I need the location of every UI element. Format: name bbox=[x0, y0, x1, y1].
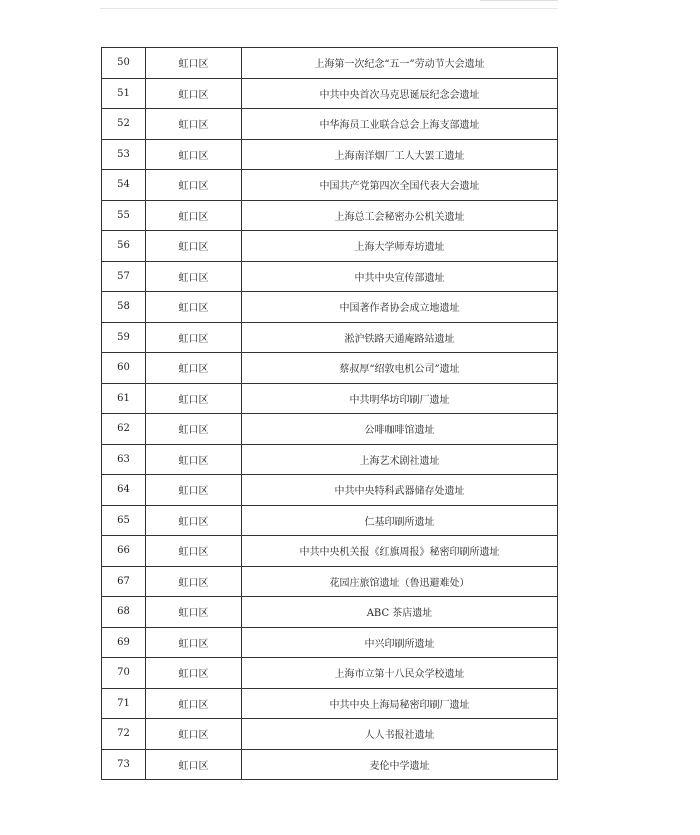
row-site-name: 人人书报社遗址 bbox=[242, 719, 558, 750]
table-row bbox=[102, 688, 558, 719]
row-site-name: 中兴印刷所遗址 bbox=[242, 627, 558, 658]
row-site-name: 蔡叔厚“绍敦电机公司”遗址 bbox=[242, 353, 558, 384]
row-site-name: 中华海员工业联合总会上海支部遗址 bbox=[242, 109, 558, 140]
table-row bbox=[102, 322, 558, 353]
row-district: 虹口区 bbox=[146, 536, 242, 567]
row-district: 虹口区 bbox=[146, 505, 242, 536]
table-row bbox=[102, 719, 558, 750]
row-site-name: 上海南洋烟厂工人大罢工遗址 bbox=[242, 139, 558, 170]
row-number: 64 bbox=[102, 475, 146, 506]
row-district: 虹口区 bbox=[146, 353, 242, 384]
row-site-name: 上海总工会秘密办公机关遗址 bbox=[242, 200, 558, 231]
row-site-name: 中共中央首次马克思诞辰纪念会遗址 bbox=[242, 78, 558, 109]
row-district: 虹口区 bbox=[146, 566, 242, 597]
table-row bbox=[102, 48, 558, 79]
table-row bbox=[102, 78, 558, 109]
row-district: 虹口区 bbox=[146, 261, 242, 292]
table-row bbox=[102, 505, 558, 536]
row-district: 虹口区 bbox=[146, 719, 242, 750]
row-number: 60 bbox=[102, 353, 146, 384]
row-number: 70 bbox=[102, 658, 146, 689]
row-district: 虹口区 bbox=[146, 414, 242, 445]
table-row bbox=[102, 658, 558, 689]
table-body bbox=[102, 48, 558, 780]
row-site-name: 上海大学师寿坊遗址 bbox=[242, 231, 558, 262]
table-row bbox=[102, 749, 558, 780]
table-row bbox=[102, 170, 558, 201]
table-row bbox=[102, 109, 558, 140]
row-district: 虹口区 bbox=[146, 231, 242, 262]
row-district: 虹口区 bbox=[146, 475, 242, 506]
table-row bbox=[102, 231, 558, 262]
row-site-name: ABC 茶店遗址 bbox=[242, 597, 558, 628]
table-row bbox=[102, 292, 558, 323]
row-number: 63 bbox=[102, 444, 146, 475]
table-row bbox=[102, 444, 558, 475]
row-number: 68 bbox=[102, 597, 146, 628]
row-site-name: 中共明华坊印刷厂遗址 bbox=[242, 383, 558, 414]
row-number: 52 bbox=[102, 109, 146, 140]
row-district: 虹口区 bbox=[146, 139, 242, 170]
table-row bbox=[102, 597, 558, 628]
table-row bbox=[102, 261, 558, 292]
row-number: 51 bbox=[102, 78, 146, 109]
row-site-name: 中共中央上海局秘密印刷厂遗址 bbox=[242, 688, 558, 719]
row-number: 55 bbox=[102, 200, 146, 231]
row-number: 58 bbox=[102, 292, 146, 323]
revolutionary-sites-table bbox=[101, 47, 558, 780]
row-district: 虹口区 bbox=[146, 658, 242, 689]
row-district: 虹口区 bbox=[146, 749, 242, 780]
table-row bbox=[102, 566, 558, 597]
table-row bbox=[102, 536, 558, 567]
row-district: 虹口区 bbox=[146, 292, 242, 323]
row-site-name: 中共中央机关报《红旗周报》秘密印刷所遗址 bbox=[242, 536, 558, 567]
row-number: 61 bbox=[102, 383, 146, 414]
row-district: 虹口区 bbox=[146, 597, 242, 628]
row-number: 71 bbox=[102, 688, 146, 719]
page-top-edge bbox=[480, 0, 558, 1]
row-district: 虹口区 bbox=[146, 383, 242, 414]
row-number: 69 bbox=[102, 627, 146, 658]
row-site-name: 中国著作者协会成立地遗址 bbox=[242, 292, 558, 323]
row-district: 虹口区 bbox=[146, 688, 242, 719]
row-district: 虹口区 bbox=[146, 170, 242, 201]
row-site-name: 仁基印刷所遗址 bbox=[242, 505, 558, 536]
row-district: 虹口区 bbox=[146, 48, 242, 79]
table-row bbox=[102, 200, 558, 231]
row-number: 67 bbox=[102, 566, 146, 597]
row-district: 虹口区 bbox=[146, 322, 242, 353]
row-number: 56 bbox=[102, 231, 146, 262]
table-row bbox=[102, 414, 558, 445]
row-site-name: 公啡咖啡馆遗址 bbox=[242, 414, 558, 445]
table-row bbox=[102, 353, 558, 384]
row-district: 虹口区 bbox=[146, 627, 242, 658]
table-row bbox=[102, 383, 558, 414]
row-site-name: 中共中央宣传部遗址 bbox=[242, 261, 558, 292]
row-site-name: 上海市立第十八民众学校遗址 bbox=[242, 658, 558, 689]
row-number: 50 bbox=[102, 48, 146, 79]
row-number: 73 bbox=[102, 749, 146, 780]
table-row bbox=[102, 627, 558, 658]
row-district: 虹口区 bbox=[146, 200, 242, 231]
row-district: 虹口区 bbox=[146, 78, 242, 109]
row-district: 虹口区 bbox=[146, 444, 242, 475]
row-number: 62 bbox=[102, 414, 146, 445]
row-site-name: 上海第一次纪念“五一”劳动节大会遗址 bbox=[242, 48, 558, 79]
row-number: 66 bbox=[102, 536, 146, 567]
row-site-name: 上海艺术剧社遗址 bbox=[242, 444, 558, 475]
table-row bbox=[102, 475, 558, 506]
page-top-rule bbox=[100, 8, 558, 9]
row-number: 53 bbox=[102, 139, 146, 170]
row-site-name: 中国共产党第四次全国代表大会遗址 bbox=[242, 170, 558, 201]
row-number: 72 bbox=[102, 719, 146, 750]
row-site-name: 花园庄旅馆遗址（鲁迅避难处） bbox=[242, 566, 558, 597]
table-row bbox=[102, 139, 558, 170]
row-site-name: 中共中央特科武器储存处遗址 bbox=[242, 475, 558, 506]
row-district: 虹口区 bbox=[146, 109, 242, 140]
row-number: 65 bbox=[102, 505, 146, 536]
row-site-name: 麦伦中学遗址 bbox=[242, 749, 558, 780]
row-number: 59 bbox=[102, 322, 146, 353]
row-site-name: 淞沪铁路天通庵路站遗址 bbox=[242, 322, 558, 353]
row-number: 57 bbox=[102, 261, 146, 292]
row-number: 54 bbox=[102, 170, 146, 201]
